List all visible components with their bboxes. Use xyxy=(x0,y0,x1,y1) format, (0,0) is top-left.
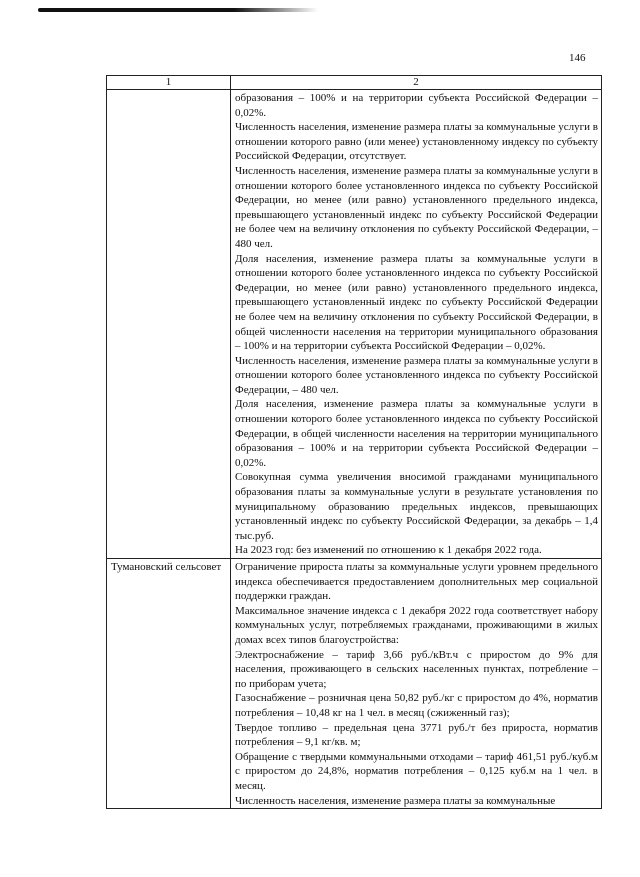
paragraph: Совокупная сумма увеличения вносимой гражданами муниципального образования платы за коммунальные услуги в результате установления по муниципальному образованию предельных индексов, превышающих установленный индекс по субъекту Российской Федерации, за декабрь – 1,4 тыс.руб. xyxy=(235,471,598,542)
column-header-1: 1 xyxy=(107,76,231,90)
column-header-2: 2 xyxy=(231,76,602,90)
paragraph: образования – 100% и на территории субъекта Российской Федерации – 0,02%. xyxy=(235,92,598,119)
paragraph: Ограничение прироста платы за коммунальные услуги уровнем предельного индекса обеспечивается предоставлением дополнительных мер социальной поддержки граждан. xyxy=(235,561,598,603)
document-table xyxy=(106,75,602,809)
page-number: 146 xyxy=(569,52,586,64)
paragraph: Электроснабжение – тариф 3,66 руб./кВт.ч с приростом до 9% для населения, проживающего в сельских населенных пунктах, потребление – по приборам учета; xyxy=(235,648,598,690)
paragraph: Обращение с твердыми коммунальными отходами – тариф 461,51 руб./куб.м с приростом до 24,8%, норматив потребления – 0,125 куб.м на 1 чел. в месяц. xyxy=(235,750,598,792)
region-cell xyxy=(107,90,231,559)
scan-artifact-streak xyxy=(38,8,318,12)
paragraph: Газоснабжение – розничная цена 50,82 руб./кг с приростом до 4%, норматив потребления – 10,48 кг на 1 чел. в месяц (сжиженный газ); xyxy=(235,692,598,719)
paragraph: На 2023 год: без изменений по отношению к 1 декабря 2022 года. xyxy=(235,544,542,557)
paragraph: Максимальное значение индекса с 1 декабря 2022 года соответствует набору коммунальных услуг, потребляемых гражданами, проживающими в жилых домах всех типов благоустройства: xyxy=(235,604,598,646)
paragraph: Численность населения, изменение размера платы за коммунальные услуги в отношении которого более установленного индекса по субъекту Российской Федерации, – 480 чел. xyxy=(235,354,598,396)
table-header-row xyxy=(107,76,602,90)
description-cell xyxy=(231,559,602,809)
table-row xyxy=(107,559,602,809)
paragraph: Твердое топливо – предельная цена 3771 руб./т без прироста, норматив потребления – 9,1 кг/кв. м; xyxy=(235,721,598,749)
paragraph: Доля населения, изменение размера платы за коммунальные услуги в отношении которого более установленного индекса по субъекту Российской Федерации, но менее (или равно) установленного предельного индекса, превышающего установленный индекс по субъекту Российской Федерации не более чем на величину отклонения по субъекту Российской Федерации, в общей численности населения на территории муниципального образования – 100% и на территории субъекта Российской Федерации – 0,02%. xyxy=(235,252,598,353)
description-cell xyxy=(231,90,602,559)
table-row xyxy=(107,90,602,559)
paragraph: Численность населения, изменение размера платы за коммунальные услуги в отношении которого равно (или менее) установленному индексу по субъекту Российской Федерации, отсутствует. xyxy=(235,121,598,163)
region-name: Тумановский сельсовет xyxy=(111,561,222,573)
paragraph: Численность населения, изменение размера платы за коммунальные xyxy=(235,794,556,807)
paragraph: Численность населения, изменение размера платы за коммунальные услуги в отношении которого более установленного индекса по субъекту Российской Федерации, но менее (или равно) установленного предельного индекса, превышающего установленный индекс по субъекту Российской Федерации не более чем на величину отклонения по субъекту Российской Федерации, – 480 чел. xyxy=(235,164,598,250)
paragraph: Доля населения, изменение размера платы за коммунальные услуги в отношении которого более установленного индекса по субъекту Российской Федерации, в общей численности населения на территории муниципального образования – 100% и на территории субъекта Российской Федерации – 0,02%. xyxy=(235,398,598,469)
region-cell xyxy=(107,559,231,809)
